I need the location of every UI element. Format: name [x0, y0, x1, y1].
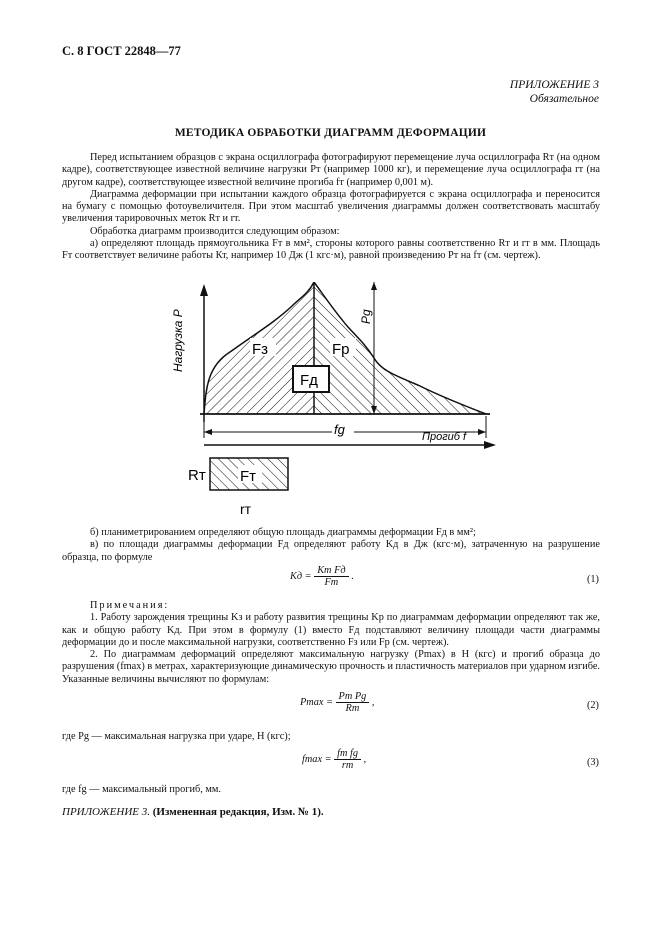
formula-2-numerator: Pт Pg	[336, 691, 370, 703]
where-1: где Pg — максимальная нагрузка при ударе, Н (кгс);	[62, 731, 291, 742]
footer-note	[62, 806, 324, 818]
formula-1-lhs: Kд =	[290, 570, 312, 582]
note-1: 1. Работу зарождения трещины Kз и работу развития трещины Kр по диаграммам деформации определяют так же, как и общую работу Kд. При этом в формулу (1) вместо Fд подставляют величину площади части диаграммы деформации до и после максимальной нагрузки, соответственно Fз или Fр (см. чертеж).	[62, 612, 600, 648]
formula-2-lhs: Pmax =	[300, 696, 333, 708]
formula-1-number: (1)	[586, 574, 599, 585]
deflection-axis-label: Прогиб f	[422, 431, 467, 443]
formula-3-lhs: fmax =	[302, 753, 332, 765]
calibration-rt-side-label: Rт	[188, 467, 206, 484]
load-axis-arrow-icon	[200, 284, 208, 296]
step-v: в) по площади диаграммы деформации Fд определяют работу Kд в Дж (кгс·м), затраченную на разрушение образца, по формуле	[62, 539, 600, 563]
deflection-arrow-icon	[484, 441, 496, 449]
area-fd-label: Fд	[300, 372, 318, 389]
intro-paragraph-2: Диаграмма деформации при испытании каждого образца фотографируется с экрана осциллографа и переносится на бумагу с помощью фотоувеличителя. При этом масштаб увеличения диаграммы должен соответствовать масштабу увеличения тарировочных меток Rт и rт.	[62, 188, 600, 225]
notes-heading: Примечания:	[90, 600, 170, 611]
calibration-rt-bottom-label: rт	[240, 501, 252, 517]
footer-edition: (Измененная редакция, Изм. № 1).	[152, 806, 324, 818]
formula-1-denominator: Fт	[324, 577, 339, 588]
fg-label: fg	[334, 422, 345, 437]
note-2: 2. По диаграммам деформаций определяют максимальную нагрузку (Pmax) в Н (кгс) и прогиб образца до разрушения (fmax) в метрах, характеризующие динамическую прочность и пластичность материалов при ударном изгибе. Указанные величины вычисляют по формулам:	[62, 649, 600, 685]
appendix-status: Обязательное	[529, 93, 599, 105]
deformation-diagram	[160, 282, 500, 522]
intro-paragraph-3: Обработка диаграмм производится следующим образом:	[90, 225, 340, 237]
intro-text	[62, 152, 600, 263]
intro-paragraph-1: Перед испытанием образцов с экрана осциллографа фотографируют перемещение луча осциллографа Rт (на одном кадре), соответствующее известной величине нагрузки Pт (например 1000 кг), и перемещение луча осциллографа rт (на другом кадре), соответствующее известной величине прогиба fт (например 0,001 м).	[62, 152, 600, 188]
formula-3-numerator: fт fg	[334, 748, 361, 760]
formula-2	[300, 691, 374, 714]
appendix-label	[510, 78, 599, 106]
where-2: где fg — максимальный прогиб, мм.	[62, 784, 221, 795]
formula-1-numerator: Kт Fд	[314, 565, 348, 577]
pg-arrow-top-icon	[371, 282, 377, 290]
notes-text	[62, 600, 600, 686]
formula-2-tail: ,	[371, 696, 375, 708]
fg-arrow-right-icon	[478, 429, 486, 435]
formula-3	[302, 748, 366, 771]
formula-1	[290, 565, 354, 588]
formula-2-fraction	[336, 691, 370, 714]
steps-text	[62, 527, 600, 564]
load-axis-label: Нагрузка P	[171, 309, 185, 372]
step-b: б) планиметрированием определяют общую площадь диаграммы деформации Fд в мм²;	[90, 527, 476, 538]
intro-paragraph-4: а) определяют площадь прямоугольника Fт в мм², стороны которого равны соответственно Rт и rт в мм. Площадь Fт соответствует величине работы Кт, например 10 Дж (1 кгс·м), равной произведению Pт на fт (см. чертеж).	[62, 238, 600, 262]
appendix-number: ПРИЛОЖЕНИЕ 3	[509, 79, 599, 91]
formula-2-number: (2)	[586, 700, 599, 711]
fg-arrow-left-icon	[204, 429, 212, 435]
area-fz-label: Fз	[252, 341, 269, 358]
area-fp-label: Fр	[332, 341, 350, 358]
formula-3-tail: ,	[363, 753, 367, 765]
footer-appendix: ПРИЛОЖЕНИЕ 3.	[62, 806, 150, 818]
page-header: С. 8 ГОСТ 22848—77	[62, 44, 181, 58]
pg-label: Pg	[359, 309, 373, 324]
formula-3-number: (3)	[586, 757, 599, 768]
formula-3-fraction	[334, 748, 361, 771]
formula-3-denominator: rт	[341, 760, 354, 771]
formula-1-tail: .	[351, 570, 354, 582]
section-title: МЕТОДИКА ОБРАБОТКИ ДИАГРАММ ДЕФОРМАЦИИ	[174, 127, 487, 139]
calibration-ft-label: Fт	[240, 468, 257, 485]
formula-1-fraction	[314, 565, 348, 588]
formula-2-denominator: Rт	[345, 703, 360, 714]
